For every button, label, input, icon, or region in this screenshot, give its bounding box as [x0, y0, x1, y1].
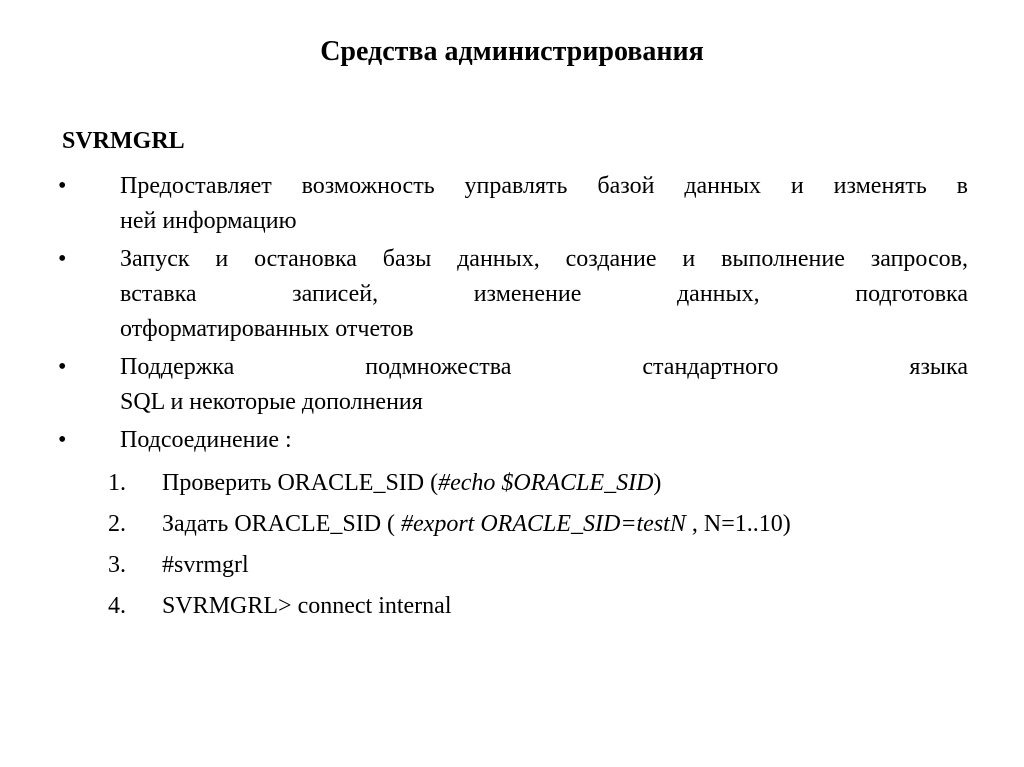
bullet-text: [120, 350, 968, 420]
bullet-text: [120, 423, 968, 458]
step-number: 1.: [108, 470, 126, 496]
bullet-line: вставка записей, изменение данных, подготовка: [120, 281, 968, 307]
bullet-line: SQL и некоторые дополнения: [120, 389, 423, 415]
section-heading: SVRMGRL: [62, 128, 185, 154]
step-text: #svrmgrl: [162, 552, 249, 578]
bullet-mark: •: [58, 427, 67, 453]
step-text-after: ): [653, 470, 662, 496]
bullet-mark: •: [58, 173, 67, 199]
connection-steps: [108, 466, 791, 630]
bullet-item: [58, 242, 968, 347]
bullet-text: [120, 169, 968, 239]
slide-title: Средства администрирования: [320, 36, 704, 67]
step-item: [108, 548, 791, 583]
bullet-item: [58, 423, 968, 458]
step-text-after: , N=1..10): [685, 511, 791, 537]
step-number: 4.: [108, 593, 126, 619]
step-item: [108, 466, 791, 501]
step-number: 2.: [108, 511, 126, 537]
step-command: #echo $ORACLE_SID: [438, 470, 654, 496]
bullet-text: [120, 242, 968, 347]
bullet-mark: •: [58, 246, 67, 272]
step-text: SVRMGRL> connect internal: [162, 593, 452, 619]
bullet-list: [58, 169, 968, 461]
bullet-line: Поддержка подмножества стандартного языка: [120, 354, 968, 380]
bullet-item: [58, 350, 968, 420]
bullet-line: отформатированных отчетов: [120, 316, 414, 342]
bullet-line: ней информацию: [120, 208, 297, 234]
bullet-line: Запуск и остановка базы данных, создание и выполнение запросов,: [120, 246, 968, 272]
step-item: [108, 507, 791, 542]
bullet-line: Предоставляет возможность управлять базой данных и изменять в: [120, 173, 968, 199]
step-command: #export ORACLE_SID=testN: [401, 511, 686, 537]
step-number: 3.: [108, 552, 126, 578]
bullet-item: [58, 169, 968, 239]
step-text: Проверить ORACLE_SID (: [162, 470, 439, 496]
step-item: [108, 589, 791, 624]
bullet-line: Подсоединение :: [120, 427, 292, 453]
bullet-mark: •: [58, 354, 67, 380]
step-text: Задать ORACLE_SID (: [162, 511, 402, 537]
